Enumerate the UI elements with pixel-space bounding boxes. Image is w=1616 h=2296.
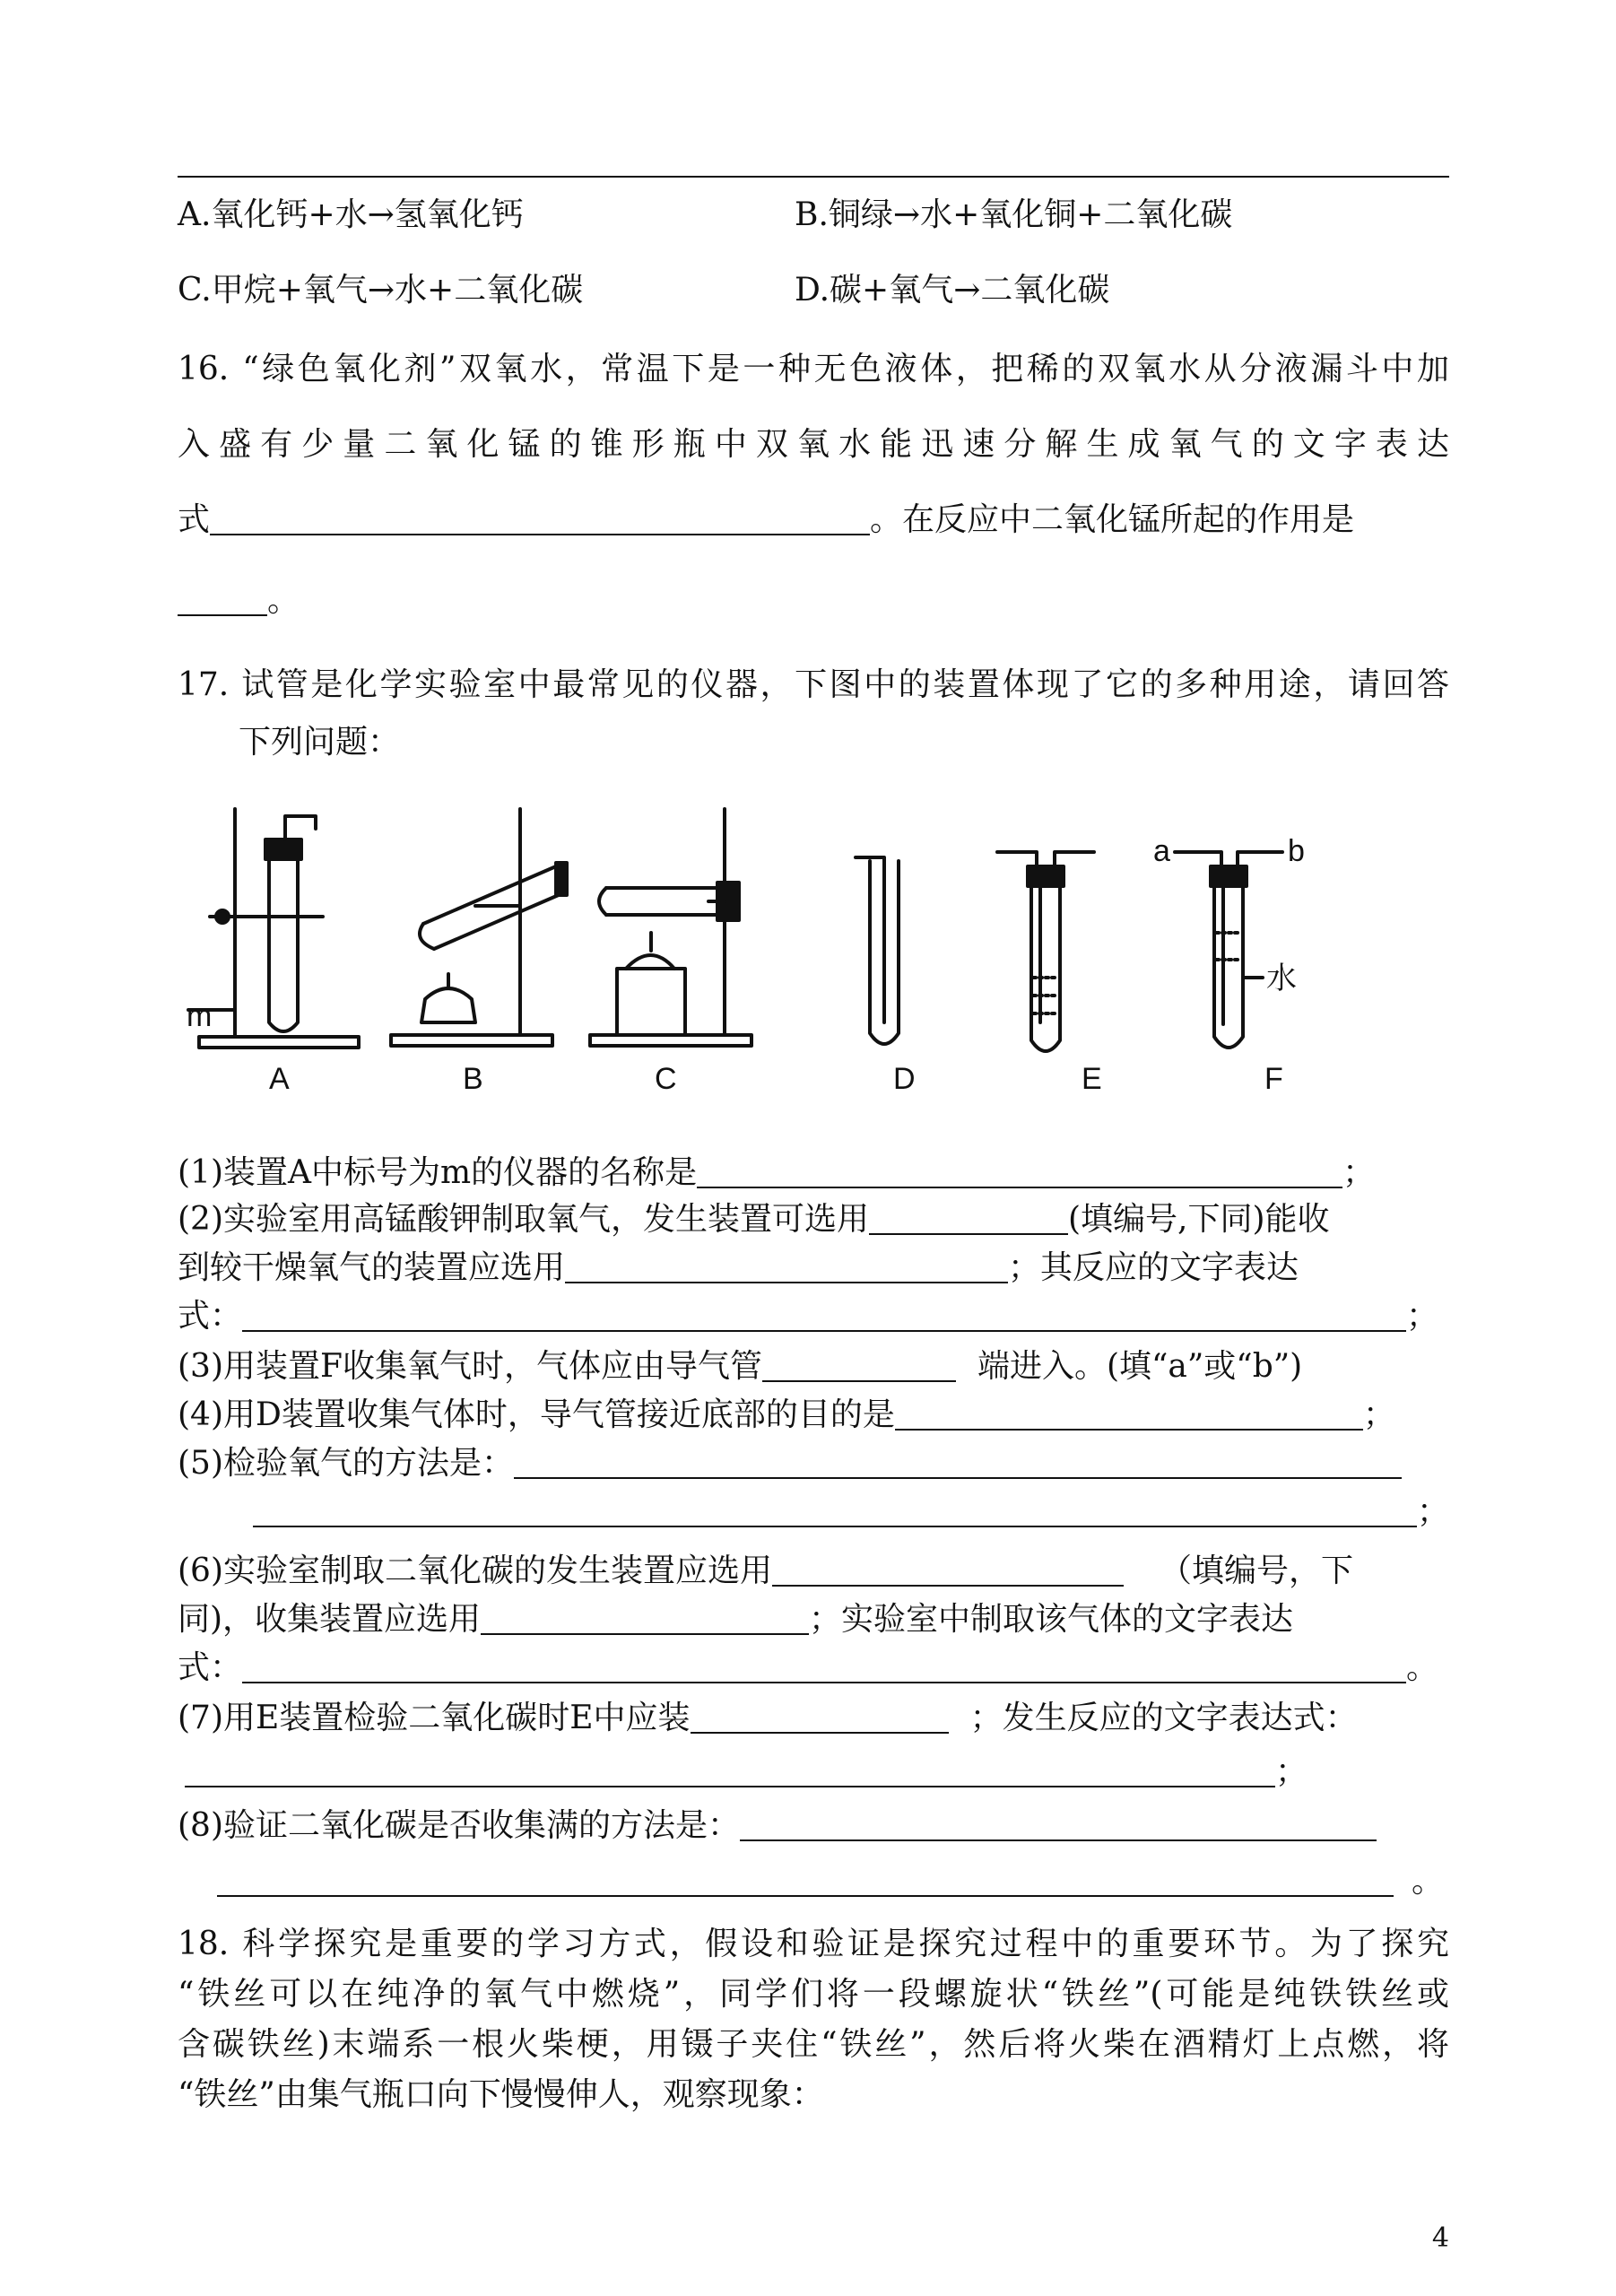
q18-line-1: 18. 科学探究是重要的学习方式，假设和验证是探究过程中的重要环节。为了探究 [178, 1926, 1449, 1962]
q17-p2c [178, 1297, 1438, 1336]
q17-p7-end: ；发生反应的文字表达式： [969, 1700, 1358, 1736]
q17-p6b-blank[interactable] [481, 1603, 809, 1635]
q17-p7-text: (7)用E装置检验二氧化碳时E中应装 [178, 1700, 691, 1736]
q17-p6c-end: 。 [1406, 1649, 1439, 1686]
q17-p3-end: 端进入。(填“a”或“b”) [977, 1348, 1303, 1385]
q16-role-blank[interactable] [178, 584, 267, 616]
q17-p5-text: (5)检验氧气的方法是： [178, 1445, 514, 1482]
q17-p5b [253, 1492, 1449, 1532]
apparatus-e [997, 852, 1094, 1051]
q17-p2c-text: 式： [178, 1298, 243, 1335]
q17-p2a [178, 1200, 1330, 1239]
q17-p8-blank-1[interactable] [740, 1809, 1377, 1841]
q17-p6a-blank[interactable] [772, 1554, 1124, 1587]
q17-p2c-end: ； [1406, 1298, 1439, 1335]
q17-p6c [178, 1648, 1438, 1688]
q17-p2a-text: (2)实验室用高锰酸钾制取氧气，发生装置可选用 [178, 1201, 869, 1238]
q16-line-1: 16. “绿色氧化剂”双氧水，常温下是一种无色液体，把稀的双氧水从分液漏斗中加 [178, 351, 1449, 387]
apparatus-a [188, 809, 359, 1048]
q18-line-2: “铁丝可以在纯净的氧气中燃烧”，同学们将一段螺旋状“铁丝”(可能是纯铁铁丝或 [178, 1976, 1449, 2013]
label-tube-b: b [1288, 834, 1305, 868]
q17-p8b [217, 1862, 1444, 1901]
label-e: E [1082, 1062, 1102, 1096]
q16-line-4-suffix: 。 [267, 582, 300, 619]
q17-p7b-end: ； [1275, 1753, 1308, 1790]
q16-line-3-prefix: 式 [178, 501, 211, 538]
apparatus-c [590, 809, 752, 1046]
label-f: F [1264, 1062, 1283, 1096]
q17-p6c-blank[interactable] [242, 1651, 1406, 1683]
q17-p1 [178, 1153, 1375, 1193]
q17-p8-text: (8)验证二氧化碳是否收集满的方法是： [178, 1807, 740, 1844]
q17-p2b-end: ；其反应的文字表达 [1008, 1249, 1299, 1286]
q17-p2b [178, 1248, 1299, 1288]
q17-p5-blank-1[interactable] [514, 1447, 1402, 1479]
label-tube-a: a [1153, 834, 1170, 868]
label-water: 水 [1266, 961, 1297, 996]
option-d: D.碳+氧气→二氧化碳 [795, 272, 1110, 309]
q17-p4-blank[interactable] [895, 1398, 1363, 1431]
q17-p3-blank[interactable] [762, 1350, 956, 1382]
q17-p1-end: ； [1342, 1154, 1376, 1191]
q17-p1-text: (1)装置A中标号为m的仪器的名称是 [178, 1154, 698, 1191]
q17-p4 [178, 1396, 1395, 1435]
apparatus-f [1175, 852, 1282, 1048]
q16-line-3 [178, 500, 1354, 540]
q17-p3-text: (3)用装置F收集氧气时，气体应由导气管 [178, 1348, 762, 1385]
q17-p1-blank[interactable] [697, 1156, 1342, 1188]
q17-line-1: 17. 试管是化学实验室中最常见的仪器，下图中的装置体现了它的多种用途，请回答 [178, 666, 1449, 703]
label-d: D [893, 1062, 916, 1096]
q17-p4-text: (4)用D装置收集气体时，导气管接近底部的目的是 [178, 1396, 895, 1433]
q17-p7b [185, 1752, 1308, 1792]
option-a: A.氧化钙+水→氢氧化钙 [178, 196, 524, 233]
q17-p5 [178, 1444, 1402, 1483]
q17-p5-end: ； [1417, 1493, 1450, 1530]
q17-p7-blank[interactable] [691, 1701, 949, 1734]
q17-p6a-text: (6)实验室制取二氧化碳的发生装置应选用 [178, 1552, 772, 1589]
q17-p2b-blank[interactable] [565, 1251, 1008, 1283]
label-m: m [187, 999, 213, 1033]
q18-line-3: 含碳铁丝)末端系一根火柴梗，用镊子夹住“铁丝”，然后将火柴在酒精灯上点燃，将 [178, 2026, 1449, 2063]
apparatus-b [391, 809, 567, 1046]
q17-p8-end: 。 [1412, 1863, 1445, 1900]
option-c: C.甲烷+氧气→水+二氧化碳 [178, 272, 584, 309]
page-number: 4 [1431, 2222, 1449, 2254]
q17-p2b-text: 到较干燥氧气的装置应选用 [178, 1249, 566, 1286]
q17-p6c-text: 式： [178, 1649, 243, 1686]
apparatus-figure [170, 798, 1444, 1139]
q17-p6a-end: （填编号，下 [1160, 1552, 1354, 1589]
q17-p7 [178, 1699, 1358, 1738]
q17-p8 [178, 1806, 1377, 1846]
q16-line-2: 入盛有少量二氧化锰的锥形瓶中双氧水能迅速分解生成氧气的文字表达 [178, 426, 1449, 463]
q17-p6b [178, 1600, 1293, 1639]
top-rule [178, 176, 1449, 178]
q17-p4-end: ； [1362, 1396, 1395, 1433]
q16-line-3-suffix: 。在反应中二氧化锰所起的作用是 [870, 501, 1355, 538]
label-c: C [655, 1062, 677, 1096]
q17-p2a-blank[interactable] [869, 1203, 1068, 1235]
q17-p6a [178, 1552, 1353, 1591]
label-b: B [463, 1062, 483, 1096]
q17-p3 [178, 1347, 1302, 1387]
q17-p2a-end: (填编号,下同)能收 [1068, 1201, 1330, 1238]
option-b: B.铜绿→水+氧化铜+二氧化碳 [795, 196, 1233, 233]
q17-p6b-end: ；实验室中制取该气体的文字表达 [809, 1601, 1294, 1638]
q17-p6b-text: 同)，收集装置应选用 [178, 1601, 482, 1638]
apparatus-d [856, 857, 899, 1044]
q16-line-4 [178, 581, 300, 621]
q18-line-4: “铁丝”由集气瓶口向下慢慢伸人，观察现象： [178, 2076, 824, 2113]
q16-equation-blank[interactable] [210, 503, 870, 535]
q17-p5-blank-2[interactable] [253, 1495, 1417, 1527]
q17-line-2: 下列问题： [239, 724, 401, 761]
q17-p8-blank-2[interactable] [217, 1865, 1394, 1897]
q17-p2c-blank[interactable] [242, 1300, 1406, 1332]
label-a: A [269, 1062, 290, 1096]
q17-p7-blank-2[interactable] [185, 1755, 1275, 1787]
